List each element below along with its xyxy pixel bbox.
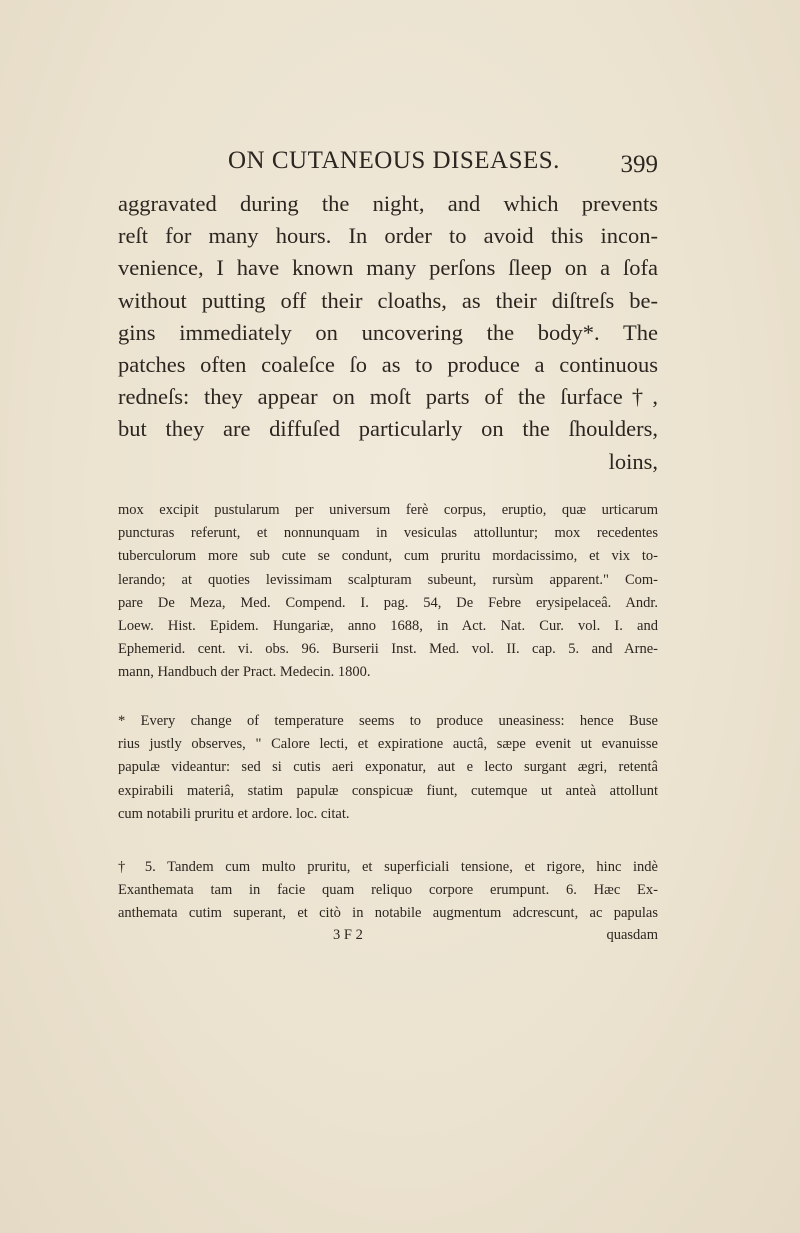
text-line: gins immediately on uncovering the body*. The	[118, 319, 658, 345]
footnote-continued	[118, 499, 658, 685]
footnote-line: * Every change of temperature seems to produce uneasiness: hence Buse	[118, 713, 658, 729]
footnote-dagger	[118, 856, 658, 926]
footnote-line: Exanthemata tam in facie quam reliquo corpore erumpunt. 6. Hæc Ex-	[118, 882, 658, 899]
footnote-line: Ephemerid. cent. vi. obs. 96. Burserii Inst. Med. vol. II. cap. 5. and Arne-	[118, 641, 658, 658]
text-line: loins,	[608, 448, 658, 474]
footnote-line: puncturas referunt, et nonnunquam in vesiculas attolluntur; mox recedentes	[118, 525, 658, 542]
text-line: venience, I have known many perſons ſleep on a ſofa	[118, 255, 658, 281]
catchword: quasdam	[606, 927, 658, 943]
footnote-line: pare De Meza, Med. Compend. I. pag. 54, De Febre erysipelaceâ. Andr.	[118, 594, 658, 611]
signature-mark: 3 F 2	[333, 927, 363, 943]
page-footer	[118, 927, 658, 951]
footnote-line: lerando; at quoties levissimam scalpturam subeunt, rursùm apparent." Com-	[118, 571, 658, 588]
text-line: but they are diffuſed particularly on the ſhoulders,	[118, 416, 658, 442]
footnote-line: † 5. Tandem cum multo pruritu, et superficiali tensione, et rigore, hinc indè	[118, 859, 658, 875]
footnote-line: Loew. Hist. Epidem. Hungariæ, anno 1688, in Act. Nat. Cur. vol. I. and	[118, 617, 658, 634]
footnote-line: mox excipit pustularum per universum ferè corpus, eruptio, quæ urticarum	[118, 502, 658, 518]
running-title: ON CUTANEOUS DISEASES.	[228, 147, 560, 174]
footnote-line: mann, Handbuch der Pract. Medecin. 1800.	[118, 664, 371, 681]
text-line: patches often coaleſce ſo as to produce a continuous	[118, 351, 658, 377]
footnote-line: expirabili materiâ, statim papulæ conspicuæ fiunt, cutemque ut anteà attollunt	[118, 782, 658, 799]
main-paragraph	[118, 188, 658, 478]
footnote-asterisk	[118, 710, 658, 826]
text-line: reſt for many hours. In order to avoid this incon-	[118, 223, 658, 249]
footnote-line: papulæ videantur: sed si cutis aeri exponatur, aut e lecto surgant ægri, retentâ	[118, 759, 658, 776]
footnote-line: cum notabili pruritu et ardore. loc. citat.	[118, 805, 350, 822]
text-line: without putting off their cloaths, as their diſtreſs be-	[118, 287, 658, 313]
text-line: aggravated during the night, and which prevents	[118, 191, 658, 216]
footnote-line: tuberculorum more sub cute se condunt, cum pruritu mordacissimo, et vix to-	[118, 548, 658, 565]
footnote-line: rius justly observes, " Calore lecti, et expiratione auctâ, sæpe evenit ut evanuisse	[118, 736, 658, 753]
footnote-line: anthemata cutim superant, et citò in notabile augmentum adcrescunt, ac papulas	[118, 905, 658, 922]
page-header	[118, 147, 658, 183]
text-line: redneſs: they appear on moſt parts of the ſurface†,	[118, 384, 658, 410]
page-number: 399	[620, 151, 658, 178]
